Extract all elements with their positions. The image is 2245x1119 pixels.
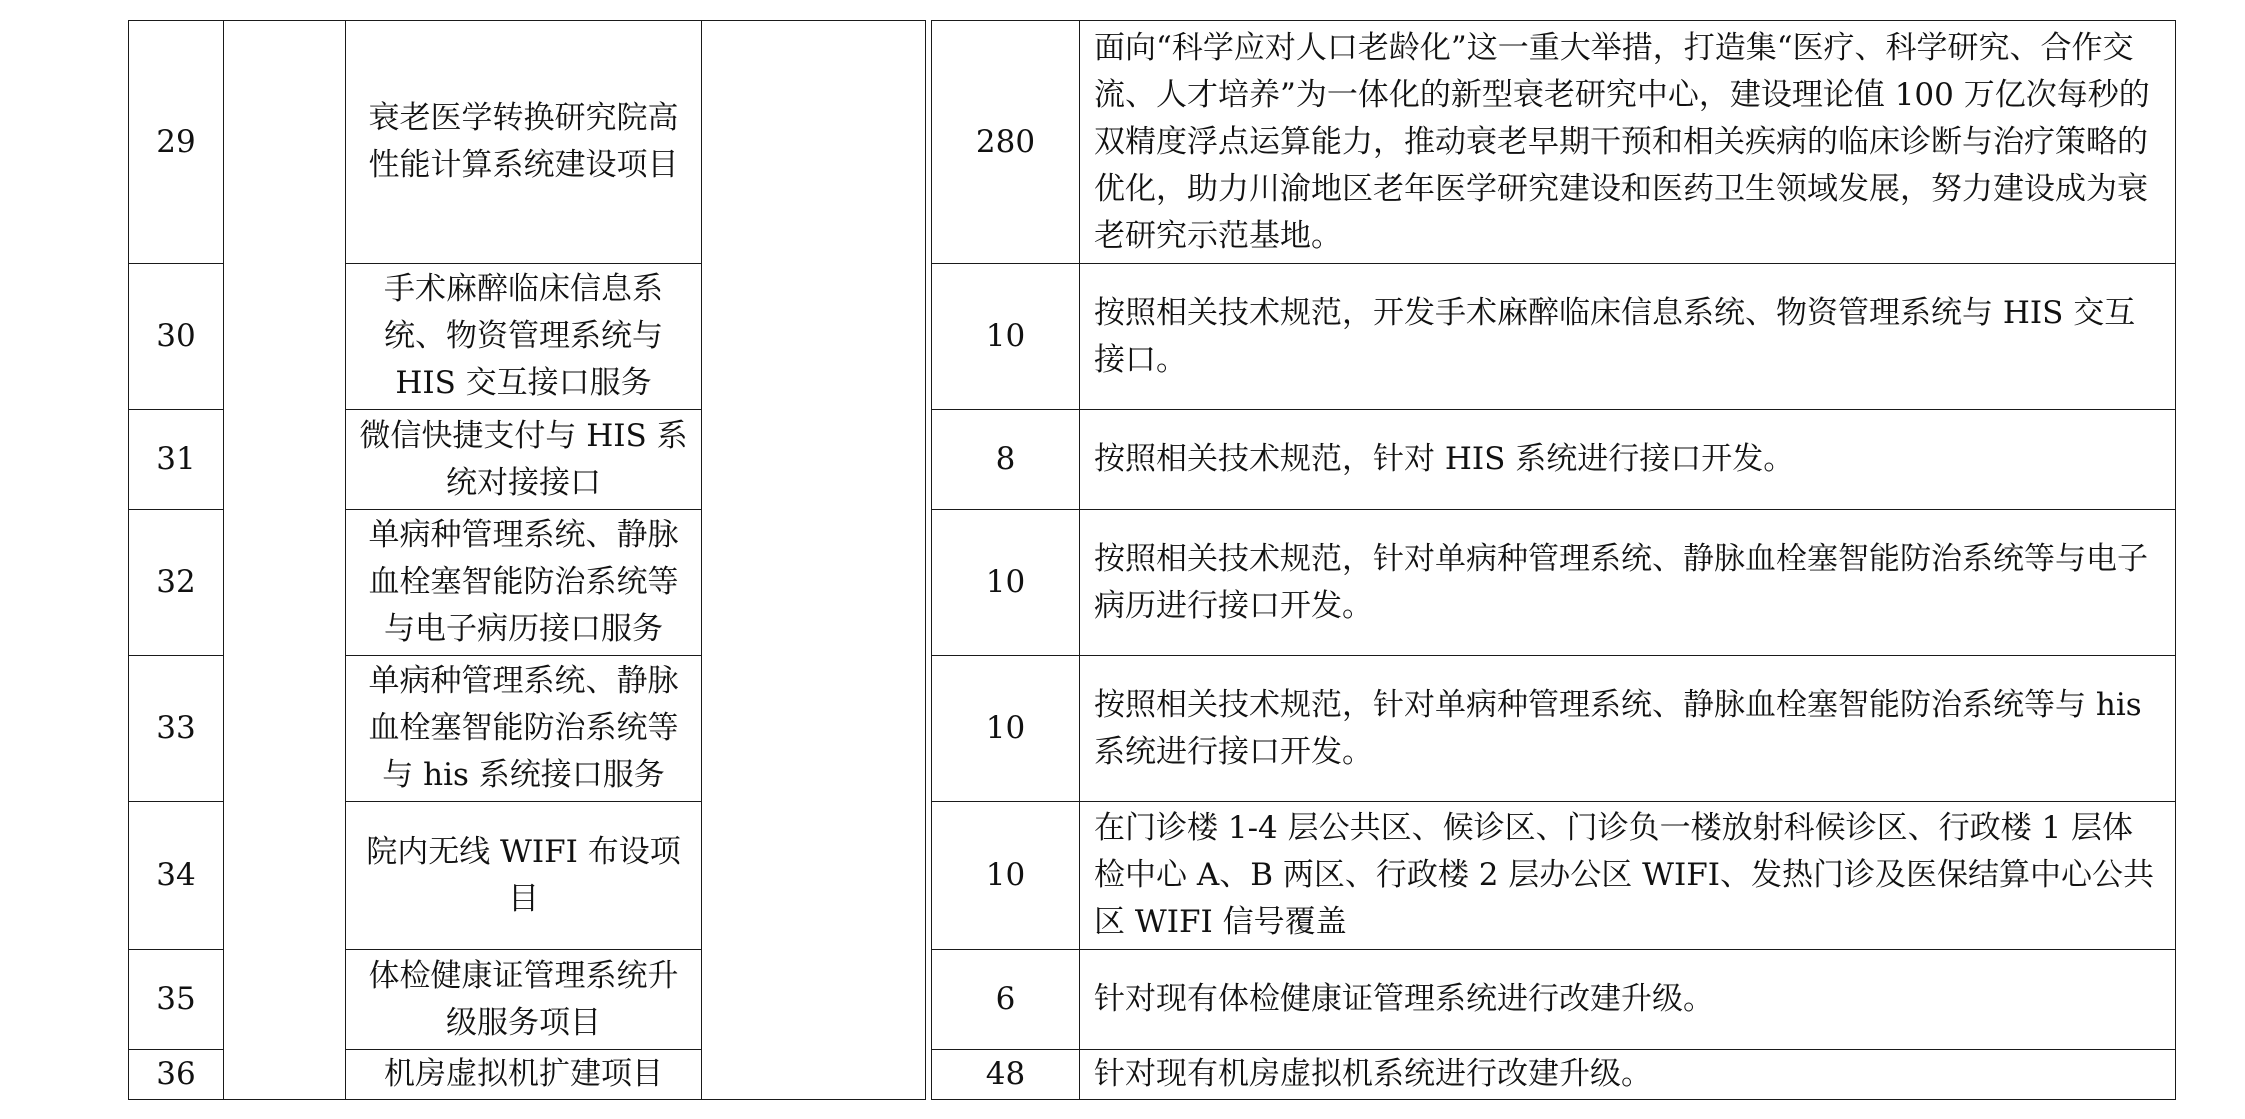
project-name: 微信快捷支付与 HIS 系统对接接口 — [346, 410, 702, 510]
row-number: 31 — [129, 410, 224, 510]
row-number: 33 — [129, 656, 224, 802]
table-row — [129, 510, 2176, 656]
description-cell: 按照相关技术规范，开发手术麻醉临床信息系统、物资管理系统与 HIS 交互接口。 — [1080, 264, 2176, 410]
table-row — [129, 21, 2176, 264]
amount-cell: 10 — [932, 802, 1080, 950]
row-number: 32 — [129, 510, 224, 656]
description-cell: 按照相关技术规范，针对单病种管理系统、静脉血栓塞智能防治系统等与电子病历进行接口开发。 — [1080, 510, 2176, 656]
project-name: 单病种管理系统、静脉血栓塞智能防治系统等与电子病历接口服务 — [346, 510, 702, 656]
row-number: 29 — [129, 21, 224, 264]
row-number: 35 — [129, 950, 224, 1050]
row-number: 36 — [129, 1050, 224, 1100]
description-cell: 针对现有机房虚拟机系统进行改建升级。 — [1080, 1050, 2176, 1100]
table-row — [129, 264, 2176, 410]
amount-cell: 6 — [932, 950, 1080, 1050]
project-name: 单病种管理系统、静脉血栓塞智能防治系统等与 his 系统接口服务 — [346, 656, 702, 802]
row-number: 30 — [129, 264, 224, 410]
table-row — [129, 410, 2176, 510]
project-name: 衰老医学转换研究院高性能计算系统建设项目 — [346, 21, 702, 264]
description-cell: 按照相关技术规范，针对单病种管理系统、静脉血栓塞智能防治系统等与 his 系统进行接口开发。 — [1080, 656, 2176, 802]
amount-cell: 8 — [932, 410, 1080, 510]
amount-cell: 48 — [932, 1050, 1080, 1100]
table-row — [129, 1050, 2176, 1100]
project-name: 院内无线 WIFI 布设项目 — [346, 802, 702, 950]
project-name: 机房虚拟机扩建项目 — [346, 1050, 702, 1100]
amount-cell: 10 — [932, 264, 1080, 410]
description-cell: 针对现有体检健康证管理系统进行改建升级。 — [1080, 950, 2176, 1050]
table-row — [129, 950, 2176, 1050]
project-table — [128, 20, 2176, 1100]
unit-cell — [702, 21, 926, 1100]
description-cell: 在门诊楼 1-4 层公共区、候诊区、门诊负一楼放射科候诊区、行政楼 1 层体检中心 A、B 两区、行政楼 2 层办公区 WIFI、发热门诊及医保结算中心公共区 WIFI 信号覆盖 — [1080, 802, 2176, 950]
description-cell: 按照相关技术规范，针对 HIS 系统进行接口开发。 — [1080, 410, 2176, 510]
amount-cell: 10 — [932, 510, 1080, 656]
project-name: 体检健康证管理系统升级服务项目 — [346, 950, 702, 1050]
category-cell — [224, 21, 346, 1100]
amount-cell: 280 — [932, 21, 1080, 264]
table-row — [129, 802, 2176, 950]
project-name: 手术麻醉临床信息系统、物资管理系统与 HIS 交互接口服务 — [346, 264, 702, 410]
table-row — [129, 656, 2176, 802]
row-number: 34 — [129, 802, 224, 950]
description-cell: 面向“科学应对人口老龄化”这一重大举措，打造集“医疗、科学研究、合作交流、人才培养”为一体化的新型衰老研究中心，建设理论值 100 万亿次每秒的双精度浮点运算能力，推动衰老早期干预和相关疾病的临床诊断与治疗策略的优化，助力川渝地区老年医学研究建设和医药卫生领域发展，努力建设成为衰老研究示范基地。 — [1080, 21, 2176, 264]
amount-cell: 10 — [932, 656, 1080, 802]
